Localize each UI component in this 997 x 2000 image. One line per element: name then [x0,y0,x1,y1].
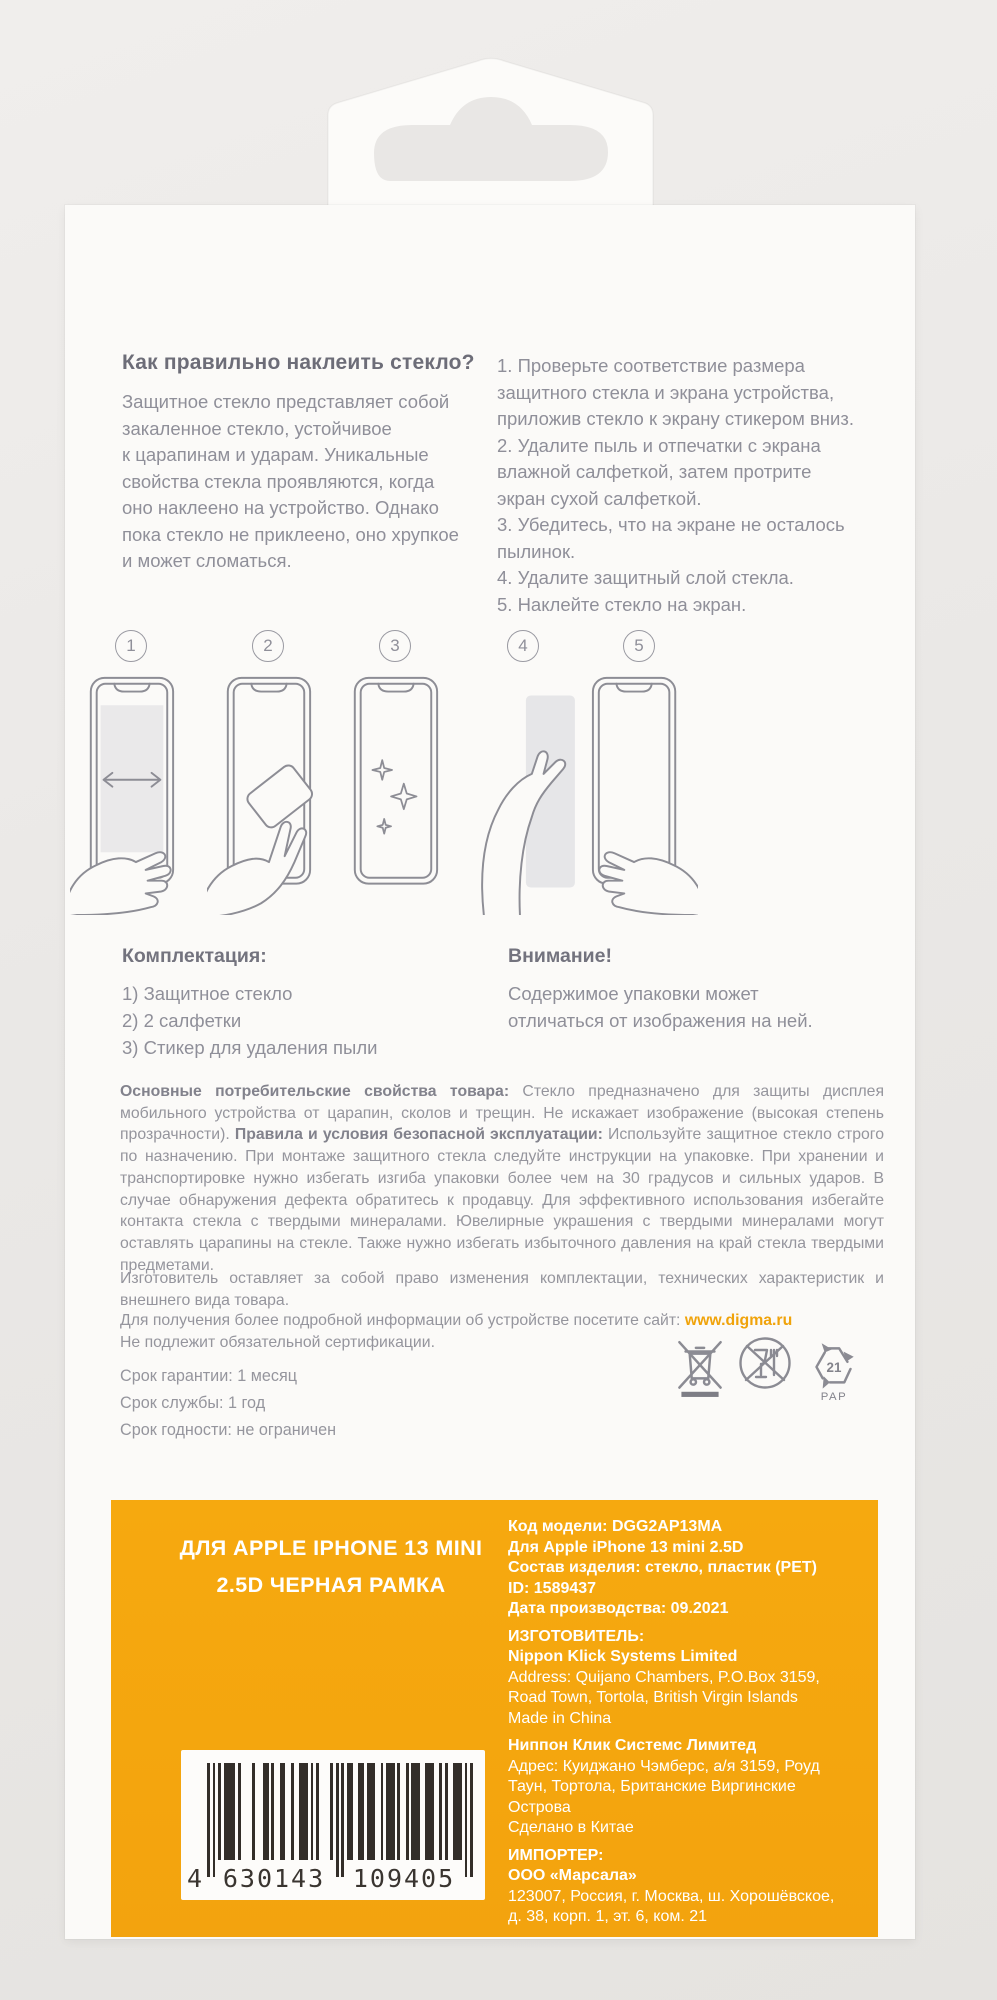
step-line: 5. Наклейте стекло на экран. [497,593,747,615]
intro-line: и может сломаться. [122,550,292,571]
step-3-number-badge: 3 [379,630,411,662]
barcode-bar [386,1763,394,1860]
step-2-illustration [207,620,327,920]
importer-name: ООО «Марсала» [508,1867,637,1884]
product-id: ID: 1589437 [508,1579,597,1597]
step-line: приложив стекло к экрану стикером вниз. [497,408,854,429]
barcode-bar [252,1763,255,1860]
barcode-digits-right: 109405 [352,1864,456,1893]
properties-text: Стекло предназначено для защиты дисплея мобильного устройства от царапин, сколов и трещин. Не искажает изображение (высокая степень прозрачности). [120,1083,885,1144]
digma-site-link: www.digma.ru [684,1312,793,1329]
shelf-life-line: Срок годности: не ограничен [120,1421,337,1439]
product-details [508,1517,868,1935]
recycle-code: 21 [826,1360,842,1376]
intro-line: к царапинам и ударам. Уникальные [122,444,429,465]
barcode-bar [381,1763,384,1860]
certification-note: Не подлежит обязательной сертификации. [120,1334,435,1351]
step-2-number-badge: 2 [252,630,284,662]
made-in-en: Made in China [508,1709,612,1727]
step-4-number-badge: 4 [507,630,539,662]
model-code: Код модели: DGG2AP13MA [508,1518,723,1535]
spec-block [508,1517,868,1620]
step-4-illustration [462,620,582,920]
manufacturer-ru-block [508,1736,868,1839]
warranty-line: Срок гарантии: 1 месяц [120,1367,298,1385]
recycle-material: PAP [820,1390,848,1403]
barcode-bar [316,1763,319,1860]
phone-wipe-icon [207,670,327,915]
manufacturer-ru-addr: Острова [508,1798,571,1816]
step-line: 1. Проверьте соответствие размера [497,355,805,376]
barcode-bar [271,1763,274,1860]
barcode-bar [358,1763,364,1860]
intro-line: закаленное стекло, устойчивое [122,417,392,439]
barcode-bar [453,1763,461,1860]
barcode-bar [218,1763,221,1860]
contents-item: 2) 2 салфетки [122,1010,242,1031]
composition: Состав изделия: стекло, пластик (PET) [508,1559,817,1576]
barcode-bar [439,1763,442,1860]
barcode-bar [311,1763,314,1860]
service-life-line: Срок службы: 1 год [120,1394,266,1412]
step-1-illustration [70,620,190,920]
step-line: экран сухой салфеткой. [497,487,702,509]
howto-title: Как правильно наклеить стекло? [122,351,475,374]
product-title-line1: ДЛЯ APPLE IPHONE 13 MINI [179,1536,483,1560]
barcode-bar [263,1763,269,1860]
barcode-bar [406,1763,409,1860]
manufacturer-note: Изготовитель оставляет за собой право изменения комплектации, технических характеристик и внешнего вида товара. [120,1270,884,1309]
barcode-bar [367,1763,375,1860]
product-title [161,1530,501,1604]
peel-film-icon [462,670,582,915]
step-line: 3. Убедитесь, что на экране не осталось [497,514,845,535]
phone-measure-icon [70,670,190,915]
barcode-bar [291,1763,294,1860]
production-date: Дата производства: 09.2021 [508,1600,729,1617]
manufacturer-en-addr: Address: Quijano Chambers, P.O.Box 3159, [508,1668,820,1686]
rules-heading: Правила и условия безопасной эксплуатации: [234,1126,603,1144]
manufacturer-ru-name: Ниппон Клик Системс Лимитед [508,1737,757,1754]
barcode-bar [445,1763,448,1860]
attention-note [508,945,828,1034]
step-5-illustration [578,620,698,920]
manufacturer-en-name: Nippon Klick Systems Limited [508,1648,738,1665]
legal-paragraph [120,1081,884,1276]
step-line: 4. Удалите защитный слой стекла. [497,567,794,588]
intro-line: оно наклеено на устройство. Однако [122,497,439,518]
barcode-bar [411,1763,419,1860]
step-line: защитного стекла и экрана устройства, [497,381,835,403]
contents-item: 3) Стикер для удаления пыли [122,1037,378,1058]
barcode-bar [465,1763,468,1877]
contents-title: Комплектация: [122,945,267,967]
barcode-digits-left: 630143 [222,1864,326,1893]
barcode-bar [336,1763,339,1877]
contents-item: 1) Защитное стекло [122,983,293,1004]
step-3-illustration [334,620,454,920]
site-note-text: Для получения более подробной информации об устройстве посетите сайт: [120,1312,685,1329]
recycle-pap-icon [807,1335,861,1403]
barcode-bar [213,1763,216,1877]
instruction-illustrations [65,620,825,920]
manufacturer-label: ИЗГОТОВИТЕЛЬ: [508,1627,645,1645]
product-info-panel [111,1500,878,1937]
barcode-bar [397,1763,400,1860]
properties-heading: Основные потребительские свойства товара: [120,1083,510,1100]
barcode-bar [207,1763,210,1877]
step-5-number-badge: 5 [623,630,655,662]
intro-line: пока стекло не приклеено, оно хрупкое [122,523,459,545]
manufacturer-en-block [508,1627,868,1730]
manufacturer-ru-addr: Таун, Тортола, Британские Виргинские [508,1778,796,1795]
barcode-bar [224,1763,235,1860]
barcode-bar [330,1763,333,1860]
warranty-block [120,1363,440,1444]
phone-apply-icon [578,670,698,915]
howto-intro [122,389,482,575]
hang-tab [320,55,660,207]
howto-steps-list [497,353,917,618]
barcode-bar [238,1763,241,1860]
barcode-bar [341,1763,344,1877]
barcode-bar [425,1763,433,1860]
compatibility: Для Apple iPhone 13 mini 2.5D [508,1538,744,1556]
barcode-label [181,1750,485,1900]
importer-label: ИМПОРТЕР: [508,1846,604,1864]
attention-line: отличаться от изображения на ней. [508,1010,813,1031]
weee-bin-icon [677,1335,723,1399]
manufacturer-ru-addr: Адрес: Куиджано Чэмберс, а/я 3159, Роуд [508,1757,820,1775]
eco-icons [677,1335,897,1415]
barcode-bar [347,1763,353,1860]
product-title-line2: 2.5D ЧЕРНАЯ РАМКА [216,1573,446,1597]
intro-line: свойства стекла проявляются, когда [122,470,435,492]
step-line: 2. Удалите пыль и отпечатки с экрана [497,434,821,456]
step-line: пылинок. [497,540,576,562]
intro-line: Защитное стекло представляет собой [122,391,450,412]
attention-title: Внимание! [508,945,612,967]
step-1-number-badge: 1 [115,630,147,662]
attention-line: Содержимое упаковки может [508,983,759,1004]
phone-clean-icon [334,670,454,915]
rules-text: Используйте защитное стекло строго по назначению. При монтаже защитного стекла следуйте инструкции на упаковке. При хранении и транспортировке нужно избегать изгиба упаковки более чем на 30 градусов и сильных ударов. В случае обнаружения дефекта обратитесь к продавцу. Для эффективного использования избегайте контакта стекла с твердыми минералами. Ювелирные украшения с твердыми минералами могут оставлять царапины на стекле. Также нужно избегать избыточного давления на край стекла твердыми предметами. [120,1126,884,1274]
made-in-ru: Сделано в Китае [508,1819,634,1836]
barcode-bars [207,1763,473,1877]
not-food-safe-icon [737,1335,793,1391]
manufacturer-en-addr: Road Town, Tortola, British Virgin Islands [508,1689,798,1706]
importer-addr: 123007, Россия, г. Москва, ш. Хорошёвское, [508,1887,835,1905]
site-note [120,1312,884,1330]
importer-addr: д. 38, корп. 1, эт. 6, ком. 21 [508,1908,708,1925]
importer-block [508,1846,868,1928]
step-line: влажной салфеткой, затем протрите [497,461,812,482]
barcode-digit-first: 4 [187,1864,203,1893]
barcode-bar [299,1763,307,1860]
barcode-bar [470,1763,473,1877]
package-back [65,205,915,1939]
barcode-bar [280,1763,286,1860]
package-contents [122,945,462,1061]
